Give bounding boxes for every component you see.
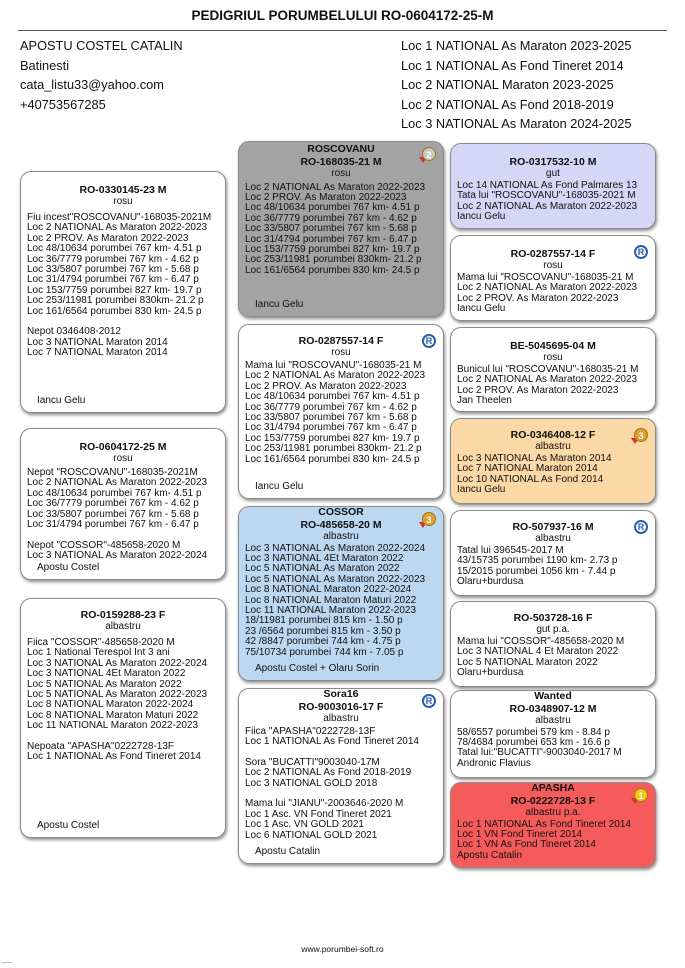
- breeder-name: Apostu Costel + Olaru Sorin: [255, 662, 380, 674]
- pigeon-card[interactable]: [450, 418, 656, 504]
- medal-icon: 2: [422, 147, 436, 161]
- performance-line: Loc 2 NATIONAL As Maraton 2022-2023: [245, 370, 426, 382]
- performance-line: Loc 5 NATIONAL As Maraton 2022: [27, 678, 182, 690]
- performance-line: Loc 33/5807 porumbei 767 km - 5.68 p: [27, 264, 199, 276]
- pigeon-color: albastru: [535, 533, 571, 544]
- registered-icon: R: [634, 245, 648, 259]
- ring-number: BE-5045695-04 M: [510, 340, 596, 352]
- performance-line: Fiica "APASHA"0222728-13F: [245, 725, 376, 737]
- performance-line: 15/2015 porumbei 1056 km - 7.44 p: [457, 565, 616, 577]
- owner-email: cata_listu33@yahoo.com: [20, 77, 164, 92]
- performance-line: Tatal lui:"BUCATTI"-9003040-2017 M: [457, 747, 622, 759]
- ring-number: RO-0346408-12 F: [510, 429, 596, 441]
- performance-line: Loc 5 NATIONAL Maraton 2022: [457, 656, 598, 668]
- performance-line: 42 /8847 porumbei 744 km - 4.75 p: [245, 636, 401, 648]
- pigeon-nickname: COSSOR: [318, 506, 364, 518]
- performance-line: Loc 3 NATIONAL 4Et Maraton 2022: [245, 552, 404, 564]
- pigeon-color: albastru p.a.: [525, 806, 581, 818]
- pigeon-nickname: APASHA: [531, 782, 575, 794]
- page-title: PEDIGRIUL PORUMBELULUI RO-0604172-25-M: [191, 8, 494, 23]
- pigeon-color: gut: [546, 168, 560, 179]
- pigeon-card[interactable]: [238, 324, 444, 499]
- performance-line: Loc 48/10634 porumbei 767 km- 4.51 p: [27, 487, 202, 499]
- performance-line: Loc 31/4794 porumbei 767 km - 6.47 p: [245, 422, 417, 434]
- performance-line: Loc 8 NATIONAL Maraton 2022-2024: [245, 584, 412, 596]
- pigeon-card[interactable]: [20, 428, 226, 580]
- performance-line: 18/11981 porumbei 815 km - 1.50 p: [245, 615, 403, 627]
- pigeon-nickname: ROSCOVANU: [307, 143, 375, 155]
- pigeon-card[interactable]: [450, 327, 656, 412]
- pigeon-color: rosu: [543, 260, 563, 271]
- performance-line: Loc 48/10634 porumbei 767 km- 4.51 p: [27, 243, 202, 255]
- performance-line: Tatal lui 396545-2017 M: [457, 545, 564, 556]
- pigeon-color: rosu: [113, 196, 133, 207]
- ring-number: RO-0222728-13 F: [510, 794, 596, 807]
- performance-line: Loc 3 NATIONAL Maraton 2014: [27, 336, 168, 348]
- performance-line: Loc 14 NATIONAL As Fond Palmares 13: [457, 180, 638, 191]
- achievement-item: Loc 1 NATIONAL As Fond Tineret 2014: [401, 57, 624, 73]
- performance-line: Nepot 0346408-2012: [27, 326, 121, 338]
- performance-line: Loc 11 NATIONAL Maraton 2022-2023: [245, 604, 417, 616]
- breeder-name: Jan Theelen: [457, 395, 512, 407]
- breeder-name: Andronic Flavius: [457, 757, 531, 769]
- performance-line: Loc 1 VN Fond Tineret 2014: [457, 828, 583, 840]
- pigeon-color: albastru: [535, 441, 571, 452]
- pigeon-color: albastru: [105, 621, 141, 632]
- performance-line: Loc 2 NATIONAL As Maraton 2022-2023: [245, 181, 426, 193]
- breeder-name: Iancu Gelu: [255, 480, 304, 492]
- pigeon-card[interactable]: [238, 688, 444, 864]
- pigeon-card[interactable]: [450, 601, 656, 687]
- performance-line: Loc 1 National Terespol Int 3 ani: [27, 647, 170, 659]
- performance-line: 23 /6564 porumbei 815 km - 3.50 p: [245, 625, 401, 637]
- breeder-name: Iancu Gelu: [457, 303, 506, 315]
- pigeon-color: rosu: [331, 347, 351, 358]
- ring-number: RO-507937-16 M: [512, 521, 594, 533]
- performance-line: Loc 48/10634 porumbei 767 km- 4.51 p: [245, 202, 420, 214]
- performance-line: Loc 3 NATIONAL As Maraton 2014: [457, 453, 612, 464]
- performance-line: Loc 2 NATIONAL As Maraton 2022-2023: [27, 477, 208, 489]
- performance-line: Loc 253/11981 porumbei 830km- 21.2 p: [245, 254, 422, 266]
- ring-number: RO-0159288-23 F: [80, 609, 166, 621]
- performance-line: Nepot "COSSOR"-485658-2020 M: [27, 539, 181, 551]
- performance-line: Loc 153/7759 porumbei 827 km- 19.7 p: [245, 243, 420, 255]
- performance-line: Loc 3 NATIONAL 4 Et Maraton 2022: [457, 646, 619, 658]
- performance-line: Loc 36/7779 porumbei 767 km - 4.62 p: [245, 212, 417, 224]
- performance-line: Mama lui "ROSCOVANU"-168035-21 M: [457, 272, 634, 283]
- ring-number: RO-485658-20 M: [300, 518, 382, 531]
- ring-number: RO-0348907-12 M: [509, 702, 597, 715]
- breeder-name: Iancu Gelu: [457, 484, 506, 496]
- registered-icon: R: [422, 334, 436, 348]
- breeder-name: Iancu Gelu: [255, 298, 304, 310]
- pigeon-color: albastru: [323, 712, 359, 724]
- performance-line: Loc 253/11981 porumbei 830km- 21.2 p: [245, 443, 422, 455]
- achievement-item: Loc 2 NATIONAL Maraton 2023-2025: [401, 77, 614, 92]
- performance-line: Loc 36/7779 porumbei 767 km - 4.62 p: [27, 253, 199, 265]
- performance-line: Fiu incest"ROSCOVANU"-168035-2021M: [27, 212, 212, 223]
- pigeon-card[interactable]: [20, 598, 226, 838]
- breeder-name: Apostu Catalin: [457, 849, 523, 861]
- performance-line: Loc 3 NATIONAL GOLD 2018: [245, 777, 378, 789]
- performance-line: Loc 33/5807 porumbei 767 km - 5.68 p: [27, 508, 199, 520]
- performance-line: Loc 36/7779 porumbei 767 km - 4.62 p: [27, 498, 199, 510]
- performance-line: Loc 1 Asc. VN Fond Tineret 2021: [245, 808, 392, 820]
- pigeon-card[interactable]: [450, 782, 656, 868]
- breeder-name: Apostu Costel: [37, 819, 100, 831]
- performance-line: 43/15735 porumbei 1190 km- 2.73 p: [457, 555, 618, 567]
- pigeon-card[interactable]: [450, 143, 656, 229]
- pigeon-color: albastru: [323, 530, 359, 542]
- performance-line: Loc 8 NATIONAL Maraton 2022-2024: [27, 699, 194, 711]
- corner-note: -----: [2, 960, 12, 966]
- performance-line: Loc 7 NATIONAL Maraton 2014: [27, 347, 168, 359]
- performance-line: Loc 1 VN As Fond Tineret 2014: [457, 839, 596, 851]
- performance-line: Loc 3 NATIONAL 4Et Maraton 2022: [27, 668, 186, 680]
- performance-line: Loc 3 NATIONAL As Maraton 2022-2024: [245, 542, 426, 554]
- pigeon-nickname: Wanted: [534, 690, 572, 702]
- registered-icon: R: [422, 694, 436, 708]
- performance-line: Loc 2 PROV. As Maraton 2022-2023: [245, 380, 407, 392]
- ring-number: RO-0287557-14 F: [298, 335, 384, 347]
- performance-line: Loc 31/4794 porumbei 767 km - 6.47 p: [245, 233, 417, 245]
- performance-line: 75/10734 porumbei 744 km - 7.05 p: [245, 646, 404, 658]
- performance-line: Loc 2 NATIONAL As Maraton 2022-2023: [27, 222, 208, 234]
- breeder-name: Olaru+burdusa: [457, 576, 524, 588]
- performance-line: Loc 153/7759 porumbei 827 km- 19.7 p: [27, 284, 202, 296]
- achievement-item: Loc 2 NATIONAL As Fond 2018-2019: [401, 96, 614, 112]
- performance-line: Loc 5 NATIONAL As Maraton 2022-2023: [27, 689, 208, 701]
- ring-number: RO-9003016-17 F: [298, 700, 384, 713]
- performance-line: Loc 6 NATIONAL GOLD 2021: [245, 829, 378, 841]
- owner-info: [20, 36, 183, 114]
- ring-number: RO-0330145-23 M: [79, 184, 167, 196]
- pigeon-color: rosu: [543, 352, 563, 363]
- breeder-name: Iancu Gelu: [37, 394, 86, 406]
- owner-locality: Batinesti: [20, 57, 70, 73]
- performance-line: Loc 33/5807 porumbei 767 km - 5.68 p: [245, 223, 417, 235]
- breeder-name: Olaru+burdusa: [457, 667, 524, 679]
- medal-icon: 3: [634, 428, 648, 442]
- performance-line: Loc 2 NATIONAL As Maraton 2022-2023: [457, 200, 638, 212]
- performance-line: Loc 2 PROV. As Maraton 2022-2023: [245, 191, 407, 203]
- performance-line: Loc 3 NATIONAL As Maraton 2022-2024: [27, 657, 208, 669]
- performance-line: Loc 153/7759 porumbei 827 km- 19.7 p: [245, 432, 420, 444]
- performance-line: Loc 11 NATIONAL Maraton 2022-2023: [27, 720, 199, 732]
- performance-line: Loc 2 PROV. As Maraton 2022-2023: [457, 292, 619, 304]
- performance-line: Nepot "ROSCOVANU"-168035-2021M: [27, 467, 198, 478]
- performance-line: Loc 3 NATIONAL As Maraton 2022-2024: [27, 550, 208, 562]
- performance-line: Mama lui "ROSCOVANU"-168035-21 M: [245, 360, 422, 371]
- breeder-name: Iancu Gelu: [457, 211, 506, 223]
- medal-icon: 1: [634, 788, 648, 802]
- performance-line: Loc 1 Asc. VN GOLD 2021: [245, 819, 364, 831]
- performance-line: Loc 7 NATIONAL Maraton 2014: [457, 463, 598, 475]
- performance-line: Loc 36/7779 porumbei 767 km - 4.62 p: [245, 401, 417, 413]
- pigeon-color: rosu: [113, 453, 133, 464]
- performance-line: Loc 253/11981 porumbei 830km- 21.2 p: [27, 295, 204, 307]
- owner-phone: +40753567285: [20, 96, 106, 112]
- performance-line: Loc 2 NATIONAL As Maraton 2022-2023: [457, 374, 638, 386]
- title-divider: [18, 30, 667, 31]
- ring-number: RO-503728-16 F: [513, 612, 593, 624]
- pigeon-card[interactable]: [450, 235, 656, 321]
- performance-line: Loc 2 PROV. As Maraton 2022-2023: [27, 232, 189, 244]
- performance-line: Loc 5 NATIONAL As Maraton 2022: [245, 563, 400, 575]
- performance-line: Loc 8 NATIONAL Maraton Maturi 2022: [245, 594, 417, 606]
- pigeon-color: albastru: [535, 714, 571, 726]
- performance-line: Loc 1 NATIONAL As Fond Tineret 2014: [245, 735, 419, 747]
- ring-number: RO-0287557-14 F: [510, 248, 596, 260]
- breeder-name: Apostu Costel: [37, 561, 100, 573]
- performance-line: Loc 48/10634 porumbei 767 km- 4.51 p: [245, 391, 420, 403]
- performance-line: Tata lui "ROSCOVANU"-168035-2021 M: [457, 190, 636, 202]
- footer-website: www.porumbei-soft.ro: [301, 944, 384, 954]
- performance-line: Loc 2 NATIONAL As Fond 2018-2019: [245, 767, 412, 779]
- performance-line: Loc 31/4794 porumbei 767 km - 6.47 p: [27, 519, 199, 531]
- performance-line: Loc 31/4794 porumbei 767 km - 6.47 p: [27, 274, 199, 286]
- performance-line: Loc 1 NATIONAL As Fond Tineret 2014: [27, 751, 201, 763]
- achievement-item: Loc 1 NATIONAL As Maraton 2023-2025: [401, 38, 632, 53]
- performance-line: Loc 33/5807 porumbei 767 km - 5.68 p: [245, 412, 417, 424]
- pigeon-card[interactable]: [238, 141, 444, 317]
- medal-icon: 3: [422, 512, 436, 526]
- ring-number: RO-0604172-25 M: [79, 441, 167, 453]
- performance-line: Loc 5 NATIONAL As Maraton 2022-2023: [245, 573, 426, 585]
- performance-line: Loc 161/6564 porumbei 830 km- 24.5 p: [245, 264, 420, 276]
- performance-line: Loc 2 NATIONAL As Maraton 2022-2023: [457, 282, 638, 294]
- pigeon-card[interactable]: [450, 510, 656, 596]
- pigeon-card[interactable]: [20, 171, 226, 413]
- pigeon-color: gut p.a.: [536, 624, 570, 635]
- performance-line: Mama lui "COSSOR"-485658-2020 M: [457, 636, 625, 647]
- performance-line: Loc 161/6564 porumbei 830 km- 24.5 p: [27, 305, 202, 317]
- performance-line: 78/4684 porumbei 653 km - 16.6 p: [457, 736, 610, 748]
- registered-icon: R: [634, 520, 648, 534]
- performance-line: Mama lui "JIANU"-2003646-2020 M: [245, 798, 404, 810]
- performance-line: Loc 161/6564 porumbei 830 km- 24.5 p: [245, 453, 420, 465]
- performance-line: Bunicul lui "ROSCOVANU"-168035-21 M: [457, 364, 639, 375]
- performance-line: Loc 1 NATIONAL As Fond Tineret 2014: [457, 818, 631, 830]
- performance-line: Fiica "COSSOR"-485658-2020 M: [27, 637, 175, 648]
- performance-line: Loc 2 PROV. As Maraton 2022-2023: [457, 384, 619, 396]
- owner-name: APOSTU COSTEL CATALIN: [20, 38, 183, 53]
- ring-number: RO-168035-21 M: [300, 155, 382, 168]
- achievements-list: [401, 36, 631, 134]
- pigeon-nickname: Sora16: [323, 688, 359, 700]
- ring-number: RO-0317532-10 M: [509, 156, 597, 168]
- pigeon-card[interactable]: [238, 506, 444, 681]
- performance-line: Loc 10 NATIONAL As Fond 2014: [457, 473, 604, 485]
- performance-line: Loc 8 NATIONAL Maraton Maturi 2022: [27, 709, 199, 721]
- performance-line: 58/6557 porumbei 579 km - 8.84 p: [457, 726, 610, 738]
- pigeon-card[interactable]: [450, 690, 656, 778]
- performance-line: Nepoata "APASHA"0222728-13F: [27, 741, 175, 753]
- pigeon-color: rosu: [331, 167, 351, 179]
- achievement-item: Loc 3 NATIONAL As Maraton 2024-2025: [401, 116, 632, 131]
- breeder-name: Apostu Catalin: [255, 845, 321, 857]
- performance-line: Sora "BUCATTI"9003040-17M: [245, 756, 380, 768]
